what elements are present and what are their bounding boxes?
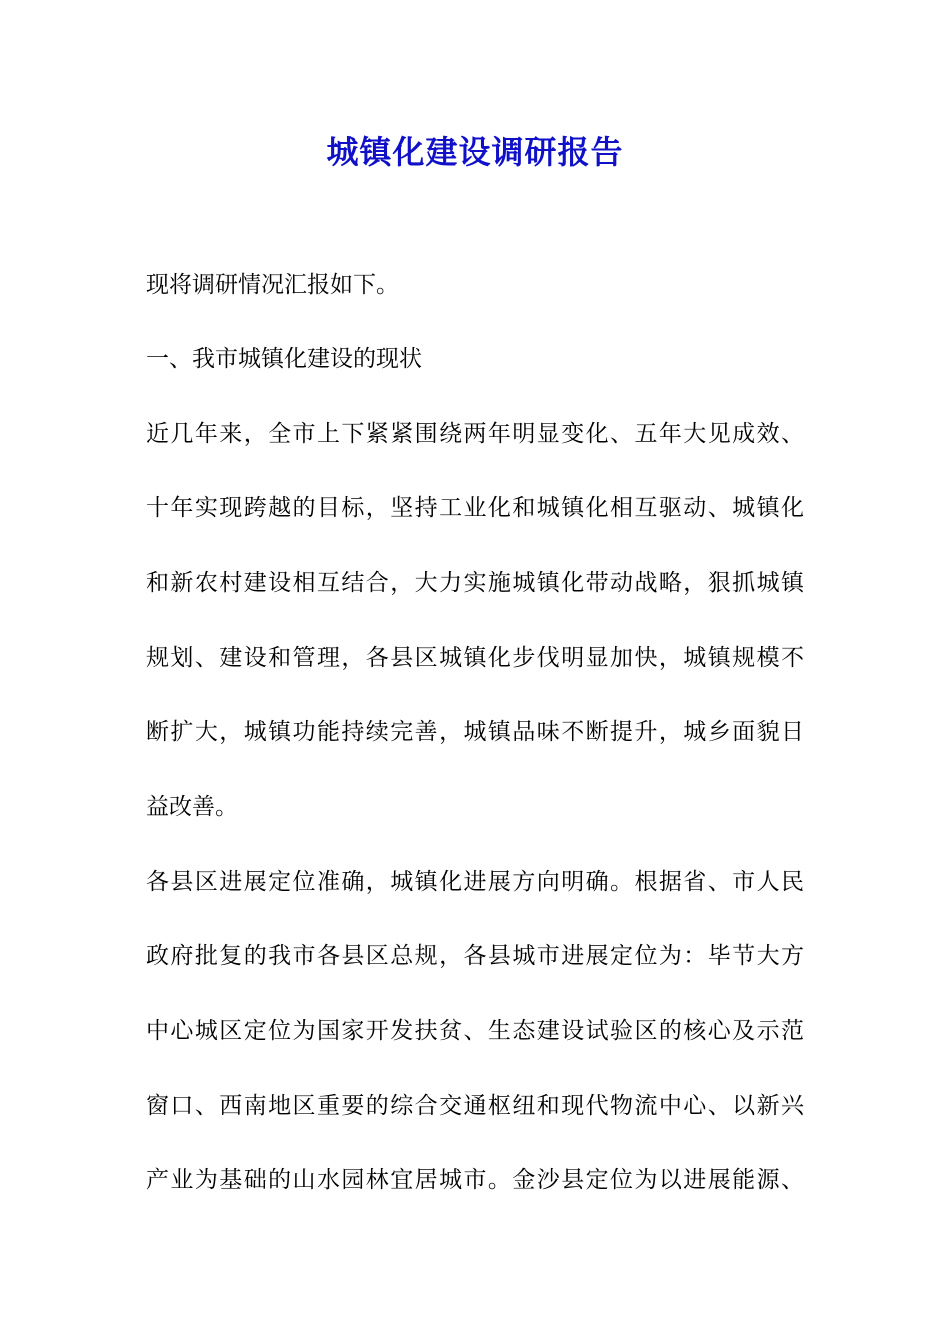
paragraph-line: 各县区进展定位准确，城镇化进展方向明确。根据省、市人民 (146, 869, 804, 895)
intro-paragraph: 现将调研情况汇报如下。 (146, 272, 399, 298)
paragraph-line: 规划、建设和管理，各县区城镇化步伐明显加快，城镇规模不 (146, 645, 804, 671)
section-heading: 一、我市城镇化建设的现状 (146, 346, 422, 372)
paragraph-line: 中心城区定位为国家开发扶贫、生态建设试验区的核心及示范 (146, 1018, 804, 1044)
paragraph-line: 近几年来，全市上下紧紧围绕两年明显变化、五年大见成效、 (146, 421, 804, 447)
paragraph-line: 益改善。 (146, 794, 238, 820)
paragraph-line: 产业为基础的山水园林宜居城市。金沙县定位为以进展能源、 (146, 1167, 804, 1193)
paragraph-line: 政府批复的我市各县区总规，各县城市进展定位为：毕节大方 (146, 943, 804, 969)
paragraph-line: 断扩大，城镇功能持续完善，城镇品味不断提升，城乡面貌日 (146, 719, 804, 745)
paragraph-line: 十年实现跨越的目标，坚持工业化和城镇化相互驱动、城镇化 (146, 495, 804, 521)
paragraph-line: 和新农村建设相互结合，大力实施城镇化带动战略，狠抓城镇 (146, 570, 804, 596)
document-title: 城镇化建设调研报告 (326, 133, 624, 171)
paragraph-line: 窗口、西南地区重要的综合交通枢纽和现代物流中心、以新兴 (146, 1093, 804, 1119)
